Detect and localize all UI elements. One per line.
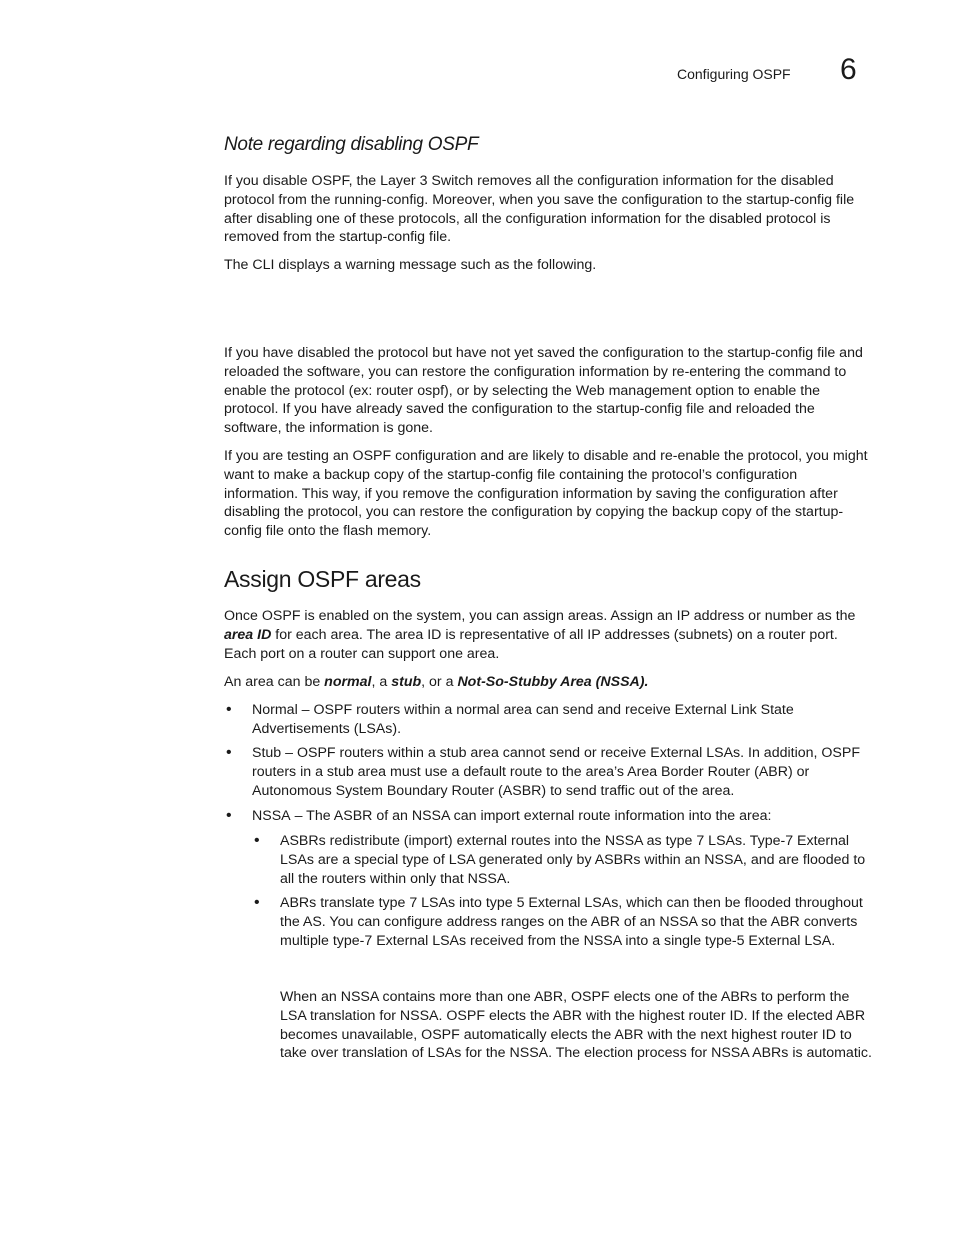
bullet-icon: •	[226, 701, 232, 718]
header-chapter-number: 6	[840, 53, 857, 86]
note-paragraph-3	[224, 344, 872, 438]
list-text: – OSPF routers within a stub area cannot send or receive External LSAs. In addition, OSPF routers in a stub area must use a default route to the area’s Area Border Router (ABR) or Autonomous System Boundary Router (ASBR) to send traffic out of the area.	[252, 745, 861, 799]
list-term: NSSA	[252, 808, 291, 824]
list-text: – OSPF routers within a normal area can send and receive External Link State Advertisements (LSAs).	[252, 702, 794, 737]
areas-p2-text-a: An area can be	[224, 674, 325, 690]
list-item-normal	[226, 701, 872, 739]
term-normal: normal	[324, 674, 372, 690]
command-router-ospf: router ospf	[376, 382, 445, 399]
list-term: Stub	[252, 745, 282, 761]
sub-list-paragraph-election: When an NSSA contains more than one ABR, OSPF elects one of the ABRs to perform the LSA translation for NSSA. OSPF elects the ABR with the highest router ID. If the elected ABR becomes unavailable, OSPF automatically elects the ABR with the next highest router ID to take over translation of LSAs for the NSSA. The election process for NSSA ABRs is automatic.	[280, 989, 872, 1062]
note-p3-text-b: ), or by selecting the Web management option to enable the protocol. If you have already saved the configuration to the startup-config file and reloaded the software, the information is gone.	[224, 382, 820, 437]
term-area-id: area ID	[224, 626, 272, 643]
areas-paragraph-2	[224, 673, 872, 692]
note-paragraph-4: If you are testing an OSPF configuration and are likely to disable and re-enable the protocol, you might want to make a backup copy of the startup-config file containing the protocol’s configuration information. This way, if you remove the configuration information by saving the configuration after disabling the protocol, you can restore the configuration by copying the backup copy of the startup-config file onto the flash memory.	[224, 448, 868, 540]
list-item-stub	[226, 744, 872, 800]
term-stub: stub	[391, 674, 422, 690]
areas-paragraph-1	[224, 607, 872, 663]
areas-p1-text-b: for each area. The area ID is representative of all IP addresses (subnets) on a router port. Each port on a router can support one area.	[224, 626, 838, 662]
sub-list-item-abr	[254, 894, 872, 950]
term-nssa: Not-So-Stubby Area (NSSA).	[457, 674, 649, 690]
areas-p2-text-c: , or a	[421, 674, 458, 690]
bullet-icon: •	[226, 807, 232, 824]
list-term: Normal	[252, 702, 298, 718]
note-paragraph-1: If you disable OSPF, the Layer 3 Switch removes all the configuration information for the disabled protocol from the running-config. Moreover, when you save the configuration to the startup-config file after disabling one of these protocols, all the configuration information for the disabled protocol is removed from the startup-config file.	[224, 173, 855, 246]
bullet-icon: •	[254, 832, 260, 849]
bullet-icon: •	[254, 894, 260, 911]
areas-p2-text-b: , a	[371, 674, 392, 690]
note-paragraph-2: The CLI displays a warning message such as the following.	[224, 257, 597, 273]
note-heading: Note regarding disabling OSPF	[224, 134, 479, 155]
note-p3-text-a: If you have disabled the protocol but have not yet saved the configuration to the startup-config file and reloaded the software, you can restore the configuration information by re-entering the command to enable the protocol (ex:	[224, 345, 863, 399]
list-item-nssa	[226, 807, 872, 826]
bullet-icon: •	[226, 744, 232, 761]
sub-list-item-asbr	[254, 832, 872, 888]
sub-list-text: ASBRs redistribute (import) external routes into the NSSA as type 7 LSAs. Type-7 External LSAs are a special type of LSA generated only by ASBRs within an NSSA, and are flooded to all the routers within only that NSSA.	[280, 833, 866, 887]
section-heading: Assign OSPF areas	[224, 566, 421, 592]
areas-p1-text-a: Once OSPF is enabled on the system, you can assign areas. Assign an IP address or number as the	[224, 608, 856, 624]
header-section-title: Configuring OSPF	[677, 66, 791, 82]
list-text: – The ASBR of an NSSA can import external route information into the area:	[290, 808, 772, 824]
sub-list-text: ABRs translate type 7 LSAs into type 5 External LSAs, which can then be flooded throughout the AS. You can configure address ranges on the ABR of an NSSA so that the ABR converts multiple type-7 External LSAs received from the NSSA into a single type-5 External LSA.	[280, 895, 863, 949]
